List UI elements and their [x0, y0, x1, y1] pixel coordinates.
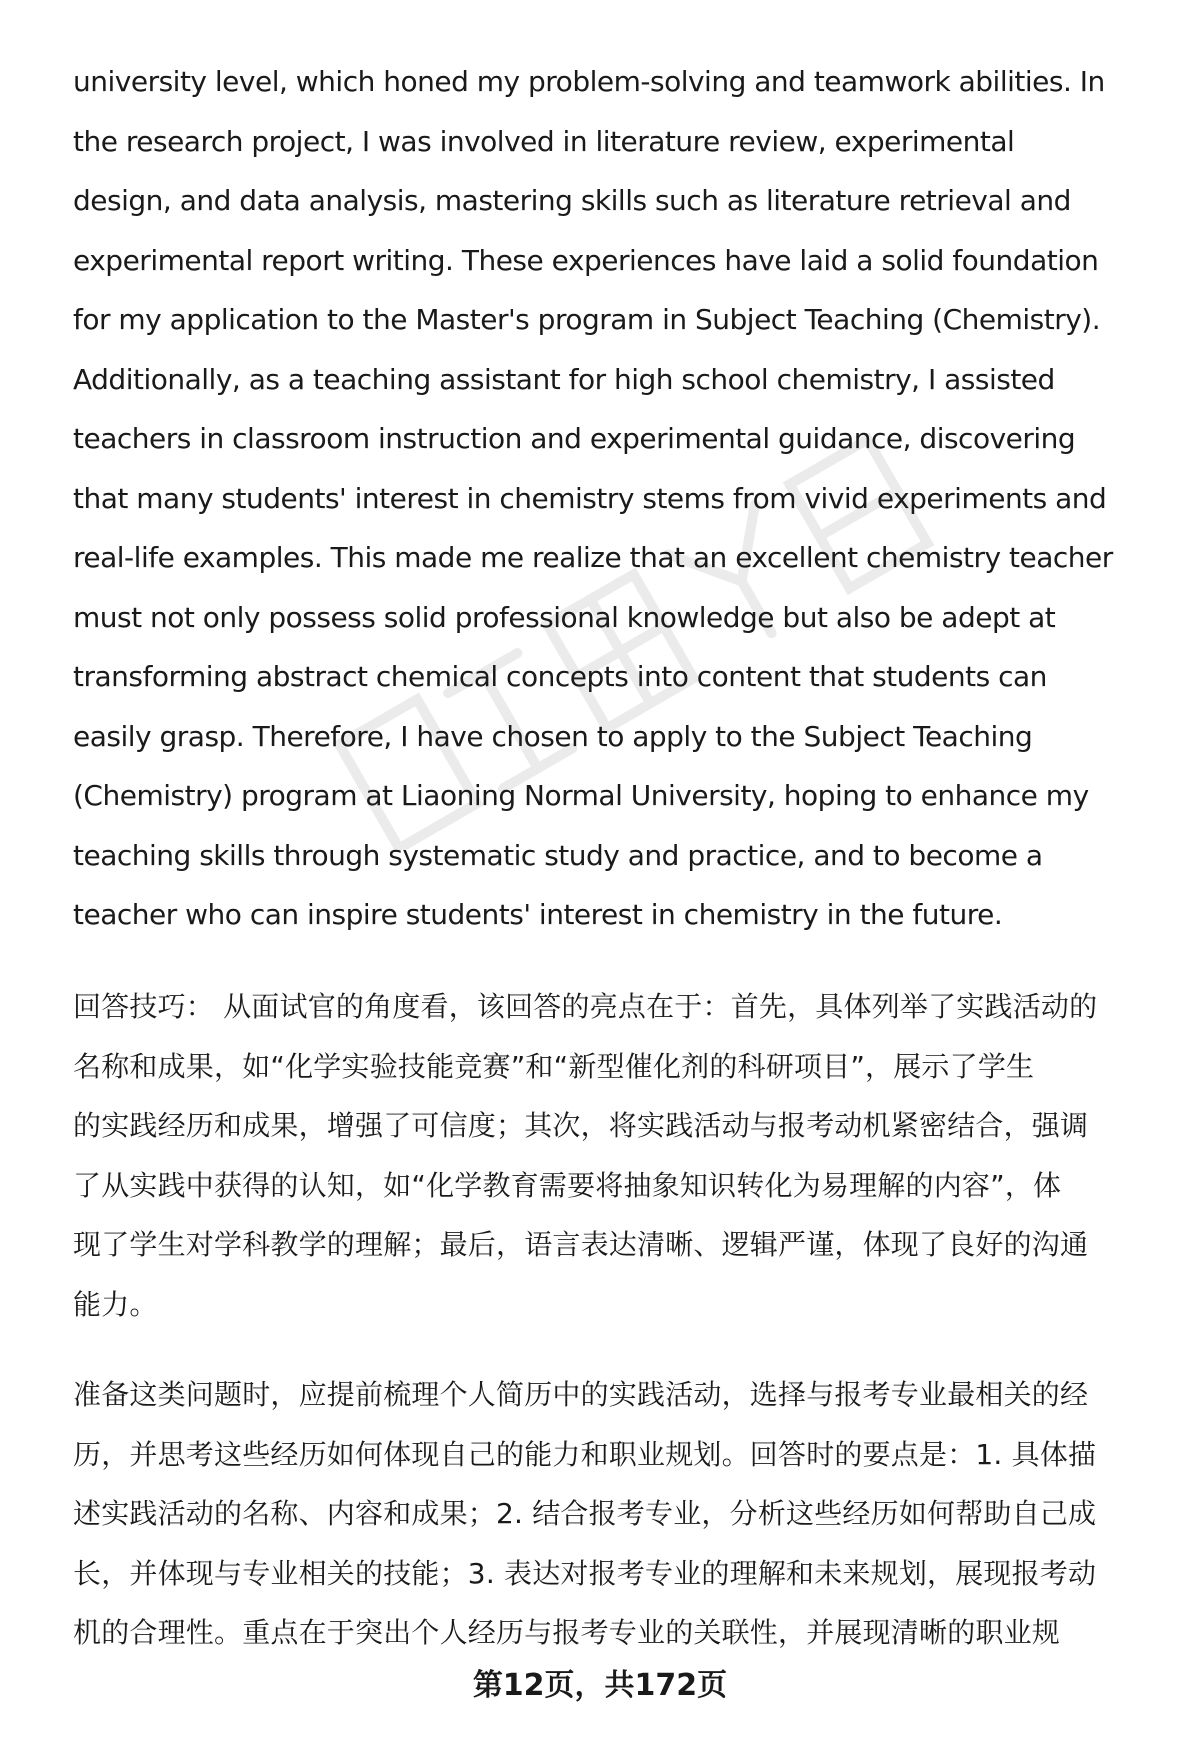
text-line: teaching skills through systematic study and practice, and to become a [73, 838, 1043, 872]
text-line: university level, which honed my problem-solving and teamwork abilities. In [73, 65, 1105, 98]
text-line: must not only possess solid professional knowledge but also be adept at [73, 600, 1056, 634]
text-line: 名称和成果，如“化学实验技能竞赛”和“新型催化剂的科研项目”，展示了学生 [73, 1049, 1035, 1083]
answer-tips-paragraph [73, 977, 1163, 1334]
text-line: easily grasp. Therefore, I have chosen to apply to the Subject Teaching [73, 719, 1033, 753]
text-line: 能力。 [73, 1287, 158, 1321]
text-line: (Chemistry) program at Liaoning Normal University, hoping to enhance my [73, 779, 1089, 812]
page-number: 第12页，共172页 [472, 1668, 728, 1703]
text-line: 述实践活动的名称、内容和成果；2. 结合报考专业，分析这些经历如何帮助自己成 [73, 1497, 1097, 1530]
text-line: Additionally, as a teaching assistant for high school chemistry, I assisted [73, 362, 1055, 396]
text-line: 了从实践中获得的认知，如“化学教育需要将抽象知识转化为易理解的内容”，体 [73, 1168, 1062, 1202]
text-line: for my application to the Master's program in Subject Teaching (Chemistry). [73, 303, 1101, 336]
text-line: real-life examples. This made me realize that an excellent chemistry teacher [73, 541, 1113, 574]
text-line: 准备这类问题时，应提前梳理个人简历中的实践活动，选择与报考专业最相关的经 [73, 1378, 1089, 1411]
text-line: 现了学生对学科教学的理解；最后，语言表达清晰、逻辑严谨，体现了良好的沟通 [73, 1228, 1089, 1261]
text-line: teachers in classroom instruction and experimental guidance, discovering [73, 422, 1076, 455]
text-line: 回答技巧： 从面试官的角度看，该回答的亮点在于：首先，具体列举了实践活动的 [73, 990, 1098, 1023]
text-line: experimental report writing. These experiences have laid a solid foundation [73, 243, 1099, 277]
english-answer-paragraph [73, 52, 1163, 945]
text-line: the research project, I was involved in literature review, experimental [73, 124, 1015, 158]
text-line: 机的合理性。重点在于突出个人经历与报考专业的关联性，并展现清晰的职业规 [73, 1616, 1061, 1649]
text-line: transforming abstract chemical concepts into content that students can [73, 660, 1047, 693]
preparation-advice-paragraph [73, 1365, 1163, 1663]
text-line: 的实践经历和成果，增强了可信度；其次，将实践活动与报考动机紧密结合，强调 [73, 1109, 1089, 1142]
text-line: design, and data analysis, mastering skills such as literature retrieval and [73, 184, 1071, 217]
text-line: teacher who can inspire students' interest in chemistry in the future. [73, 898, 1003, 931]
text-line: 长，并体现与专业相关的技能；3. 表达对报考专业的理解和未来规划，展现报考动 [73, 1556, 1097, 1590]
text-line: 历，并思考这些经历如何体现自己的能力和职业规划。回答时的要点是：1. 具体描 [73, 1437, 1097, 1471]
text-line: that many students' interest in chemistry stems from vivid experiments and [73, 481, 1107, 515]
